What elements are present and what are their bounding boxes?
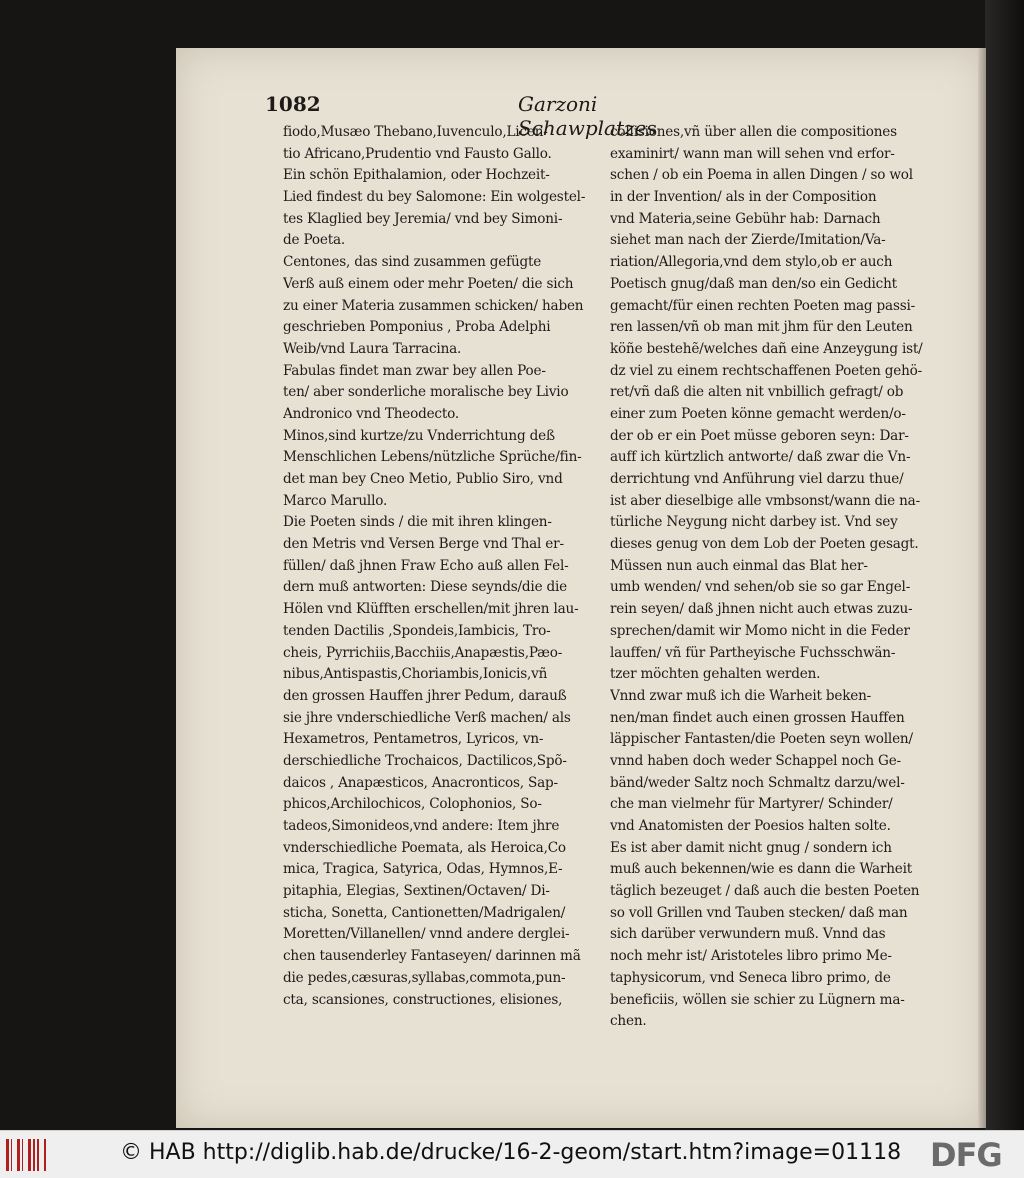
text-line: ret/vñ daß die alten nit vnbillich gefragt/ ob bbox=[610, 384, 904, 401]
text-line: Poetisch gnug/daß man den/so ein Gedicht bbox=[610, 275, 897, 292]
text-line: gemacht/für einen rechten Poeten mag passi- bbox=[610, 297, 916, 314]
text-line: in der Invention/ als in der Composition bbox=[610, 189, 877, 206]
text-line: tes Klaglied bey Jeremia/ vnd bey Simoni- bbox=[283, 210, 563, 227]
text-line: derschiedliche Trochaicos, Dactilicos,Spõ- bbox=[283, 752, 567, 769]
text-line: de Poeta. bbox=[283, 232, 345, 249]
text-line: so voll Grillen vnd Tauben stecken/ daß man bbox=[610, 904, 908, 921]
text-line: umb wenden/ vnd sehen/ob sie so gar Engel- bbox=[610, 579, 911, 596]
text-line: sie jhre vnderschiedliche Verß machen/ als bbox=[283, 709, 571, 726]
page-edge-shadow bbox=[978, 48, 986, 1128]
text-line: Centones, das sind zusammen gefügte bbox=[283, 254, 542, 271]
text-line: Vnnd zwar muß ich die Warheit beken- bbox=[610, 687, 872, 704]
text-line: türliche Neygung nicht darbey ist. Vnd sey bbox=[610, 514, 898, 531]
text-line: beneficiis, wöllen sie schier zu Lügnern ma- bbox=[610, 991, 905, 1008]
text-line: ist aber dieselbige alle vmbsonst/wann die na- bbox=[610, 492, 920, 509]
text-line: vnderschiedliche Poemata, als Heroica,Co bbox=[283, 839, 566, 856]
text-line: sich darüber verwundern muß. Vnnd das bbox=[610, 926, 886, 943]
viewer-footer bbox=[0, 1130, 1024, 1178]
copyright-url-link[interactable]: © HAB http://diglib.hab.de/drucke/16-2-geom/start.htm?image=01118 bbox=[120, 1140, 902, 1165]
text-line: Ein schön Epithalamion, oder Hochzeit- bbox=[283, 167, 550, 184]
text-line: Müssen nun auch einmal das Blat her- bbox=[610, 557, 868, 574]
text-line: siehet man nach der Zierde/Imitation/Va- bbox=[610, 232, 886, 249]
text-line: tenden Dactilis ,Spondeis,Iambicis, Tro- bbox=[283, 622, 551, 639]
text-line: dz viel zu einem rechtschaffenen Poeten gehö- bbox=[610, 362, 923, 379]
text-line: vnd Anatomisten der Poesios halten solte. bbox=[610, 818, 891, 834]
text-line: chen tausenderley Fantaseyen/ darinnen mã bbox=[283, 948, 581, 965]
dfg-logo: DFG bbox=[930, 1136, 1002, 1174]
text-line: tio Africano,Prudentio vnd Fausto Gallo. bbox=[283, 145, 552, 162]
text-line: Menschlichen Lebens/nützliche Sprüche/fin- bbox=[283, 449, 582, 466]
text-line: mica, Tragica, Satyrica, Odas, Hymnos,E- bbox=[283, 861, 563, 878]
text-line: die pedes,cæsuras,syllabas,commota,pun- bbox=[283, 969, 566, 986]
text-line: Hexametros, Pentametros, Lyricos, vn- bbox=[283, 731, 544, 748]
text-line: köñe bestehẽ/welches dañ eine Anzeygung ist/ bbox=[610, 340, 923, 357]
text-line: che man vielmehr für Martyrer/ Schinder/ bbox=[610, 796, 893, 813]
text-line: Lied findest du bey Salomone: Ein wolgestel- bbox=[283, 189, 586, 206]
text-line: vnnd haben doch weder Schappel noch Ge- bbox=[610, 752, 901, 769]
text-line: cheis, Pyrrichiis,Bacchiis,Anapæstis,Pæo- bbox=[283, 644, 563, 661]
text-line: pitaphia, Elegias, Sextinen/Octaven/ Di- bbox=[283, 883, 550, 900]
text-line: examinirt/ wann man will sehen vnd erfor- bbox=[610, 145, 895, 162]
text-line: dieses genug von dem Lob der Poeten gesagt. bbox=[610, 536, 919, 553]
text-line: auff ich kürtzlich antworte/ daß zwar die Vn- bbox=[610, 449, 911, 466]
text-line: muß auch bekennen/wie es dann die Warheit bbox=[610, 861, 913, 878]
text-line: den Metris vnd Versen Berge vnd Thal er- bbox=[283, 536, 564, 553]
text-line: zu einer Materia zusammen schicken/ haben bbox=[283, 297, 584, 314]
text-line: der ob er ein Poet müsse geboren seyn: Dar- bbox=[610, 427, 909, 444]
text-line: schen / ob ein Poema in allen Dingen / so wol bbox=[610, 167, 913, 184]
text-line: vnd Materia,seine Gebühr hab: Darnach bbox=[610, 210, 881, 227]
text-line: Marco Marullo. bbox=[283, 492, 388, 509]
text-line: rein seyen/ daß jhnen nicht auch etwas zuzu- bbox=[610, 601, 913, 618]
text-line: Hölen vnd Klüfften erschellen/mit jhren lau- bbox=[283, 601, 579, 618]
text-column-left bbox=[283, 122, 609, 1011]
text-line: ten/ aber sonderliche moralische bey Livio bbox=[283, 384, 569, 401]
text-line: täglich bezeuget / daß auch die besten Poeten bbox=[610, 883, 920, 900]
text-line: den grossen Hauffen jhrer Pedum, darauß bbox=[283, 687, 567, 704]
text-line: Fabulas findet man zwar bey allen Poe- bbox=[283, 362, 546, 379]
text-line: phicos,Archilochicos, Colophonios, So- bbox=[283, 796, 542, 813]
text-line: collisiones,vñ über allen die compositiones bbox=[610, 124, 897, 140]
text-line: füllen/ daß jhnen Fraw Echo auß allen Fel- bbox=[283, 557, 569, 574]
text-line: sprechen/damit wir Momo nicht in die Feder bbox=[610, 622, 910, 639]
text-line: fiodo,Musæo Thebano,Iuvenculo,Licen- bbox=[283, 124, 548, 140]
text-line: riation/Allegoria,vnd dem stylo,ob er auch bbox=[610, 254, 893, 271]
text-line: sticha, Sonetta, Cantionetten/Madrigalen/ bbox=[283, 904, 566, 921]
text-line: Die Poeten sinds / die mit ihren klingen- bbox=[283, 514, 552, 531]
text-line: cta, scansiones, constructiones, elisiones, bbox=[283, 991, 563, 1008]
text-line: derrichtung vnd Anführung viel darzu thue/ bbox=[610, 471, 904, 487]
text-line: lauffen/ vñ für Partheyische Fuchsschwän- bbox=[610, 644, 896, 661]
text-line: Verß auß einem oder mehr Poeten/ die sich bbox=[283, 275, 574, 292]
text-line: tzer möchten gehalten werden. bbox=[610, 666, 821, 683]
text-line: daicos , Anapæsticos, Anacronticos, Sap- bbox=[283, 774, 558, 791]
text-line: chen. bbox=[610, 1013, 647, 1030]
text-line: det man bey Cneo Metio, Publio Siro, vnd bbox=[283, 471, 563, 487]
text-line: ren lassen/vñ ob man mit jhm für den Leuten bbox=[610, 319, 913, 336]
text-line: noch mehr ist/ Aristoteles libro primo Me- bbox=[610, 948, 892, 965]
page-number: 1082 bbox=[265, 92, 321, 116]
text-line: läppischer Fantasten/die Poeten seyn wollen/ bbox=[610, 731, 913, 748]
text-line: Weib/vnd Laura Tarracina. bbox=[283, 340, 462, 357]
text-line: Minos,sind kurtze/zu Vnderrichtung deß bbox=[283, 427, 555, 444]
text-line: taphysicorum, vnd Seneca libro primo, de bbox=[610, 969, 891, 986]
text-line: dern muß antworten: Diese seynds/die die bbox=[283, 579, 568, 596]
text-line: einer zum Poeten könne gemacht werden/o- bbox=[610, 405, 906, 422]
text-line: Moretten/Villanellen/ vnnd andere derglei- bbox=[283, 926, 570, 943]
running-title: Garzoni Schawplatzes bbox=[518, 92, 657, 140]
text-line: nibus,Antispastis,Choriambis,Ionicis,vñ bbox=[283, 666, 548, 683]
hab-barcode-logo-icon bbox=[6, 1139, 46, 1171]
text-line: Es ist aber damit nicht gnug / sondern ich bbox=[610, 839, 892, 856]
text-line: tadeos,Simonideos,vnd andere: Item jhre bbox=[283, 818, 560, 834]
text-column-right bbox=[610, 122, 936, 1033]
text-line: Andronico vnd Theodecto. bbox=[283, 405, 459, 422]
text-line: geschrieben Pomponius , Proba Adelphi bbox=[283, 319, 551, 336]
text-line: nen/man findet auch einen grossen Hauffen bbox=[610, 709, 905, 726]
scan-background-right bbox=[985, 0, 1024, 1130]
text-line: bänd/weder Saltz noch Schmaltz darzu/wel- bbox=[610, 774, 905, 791]
